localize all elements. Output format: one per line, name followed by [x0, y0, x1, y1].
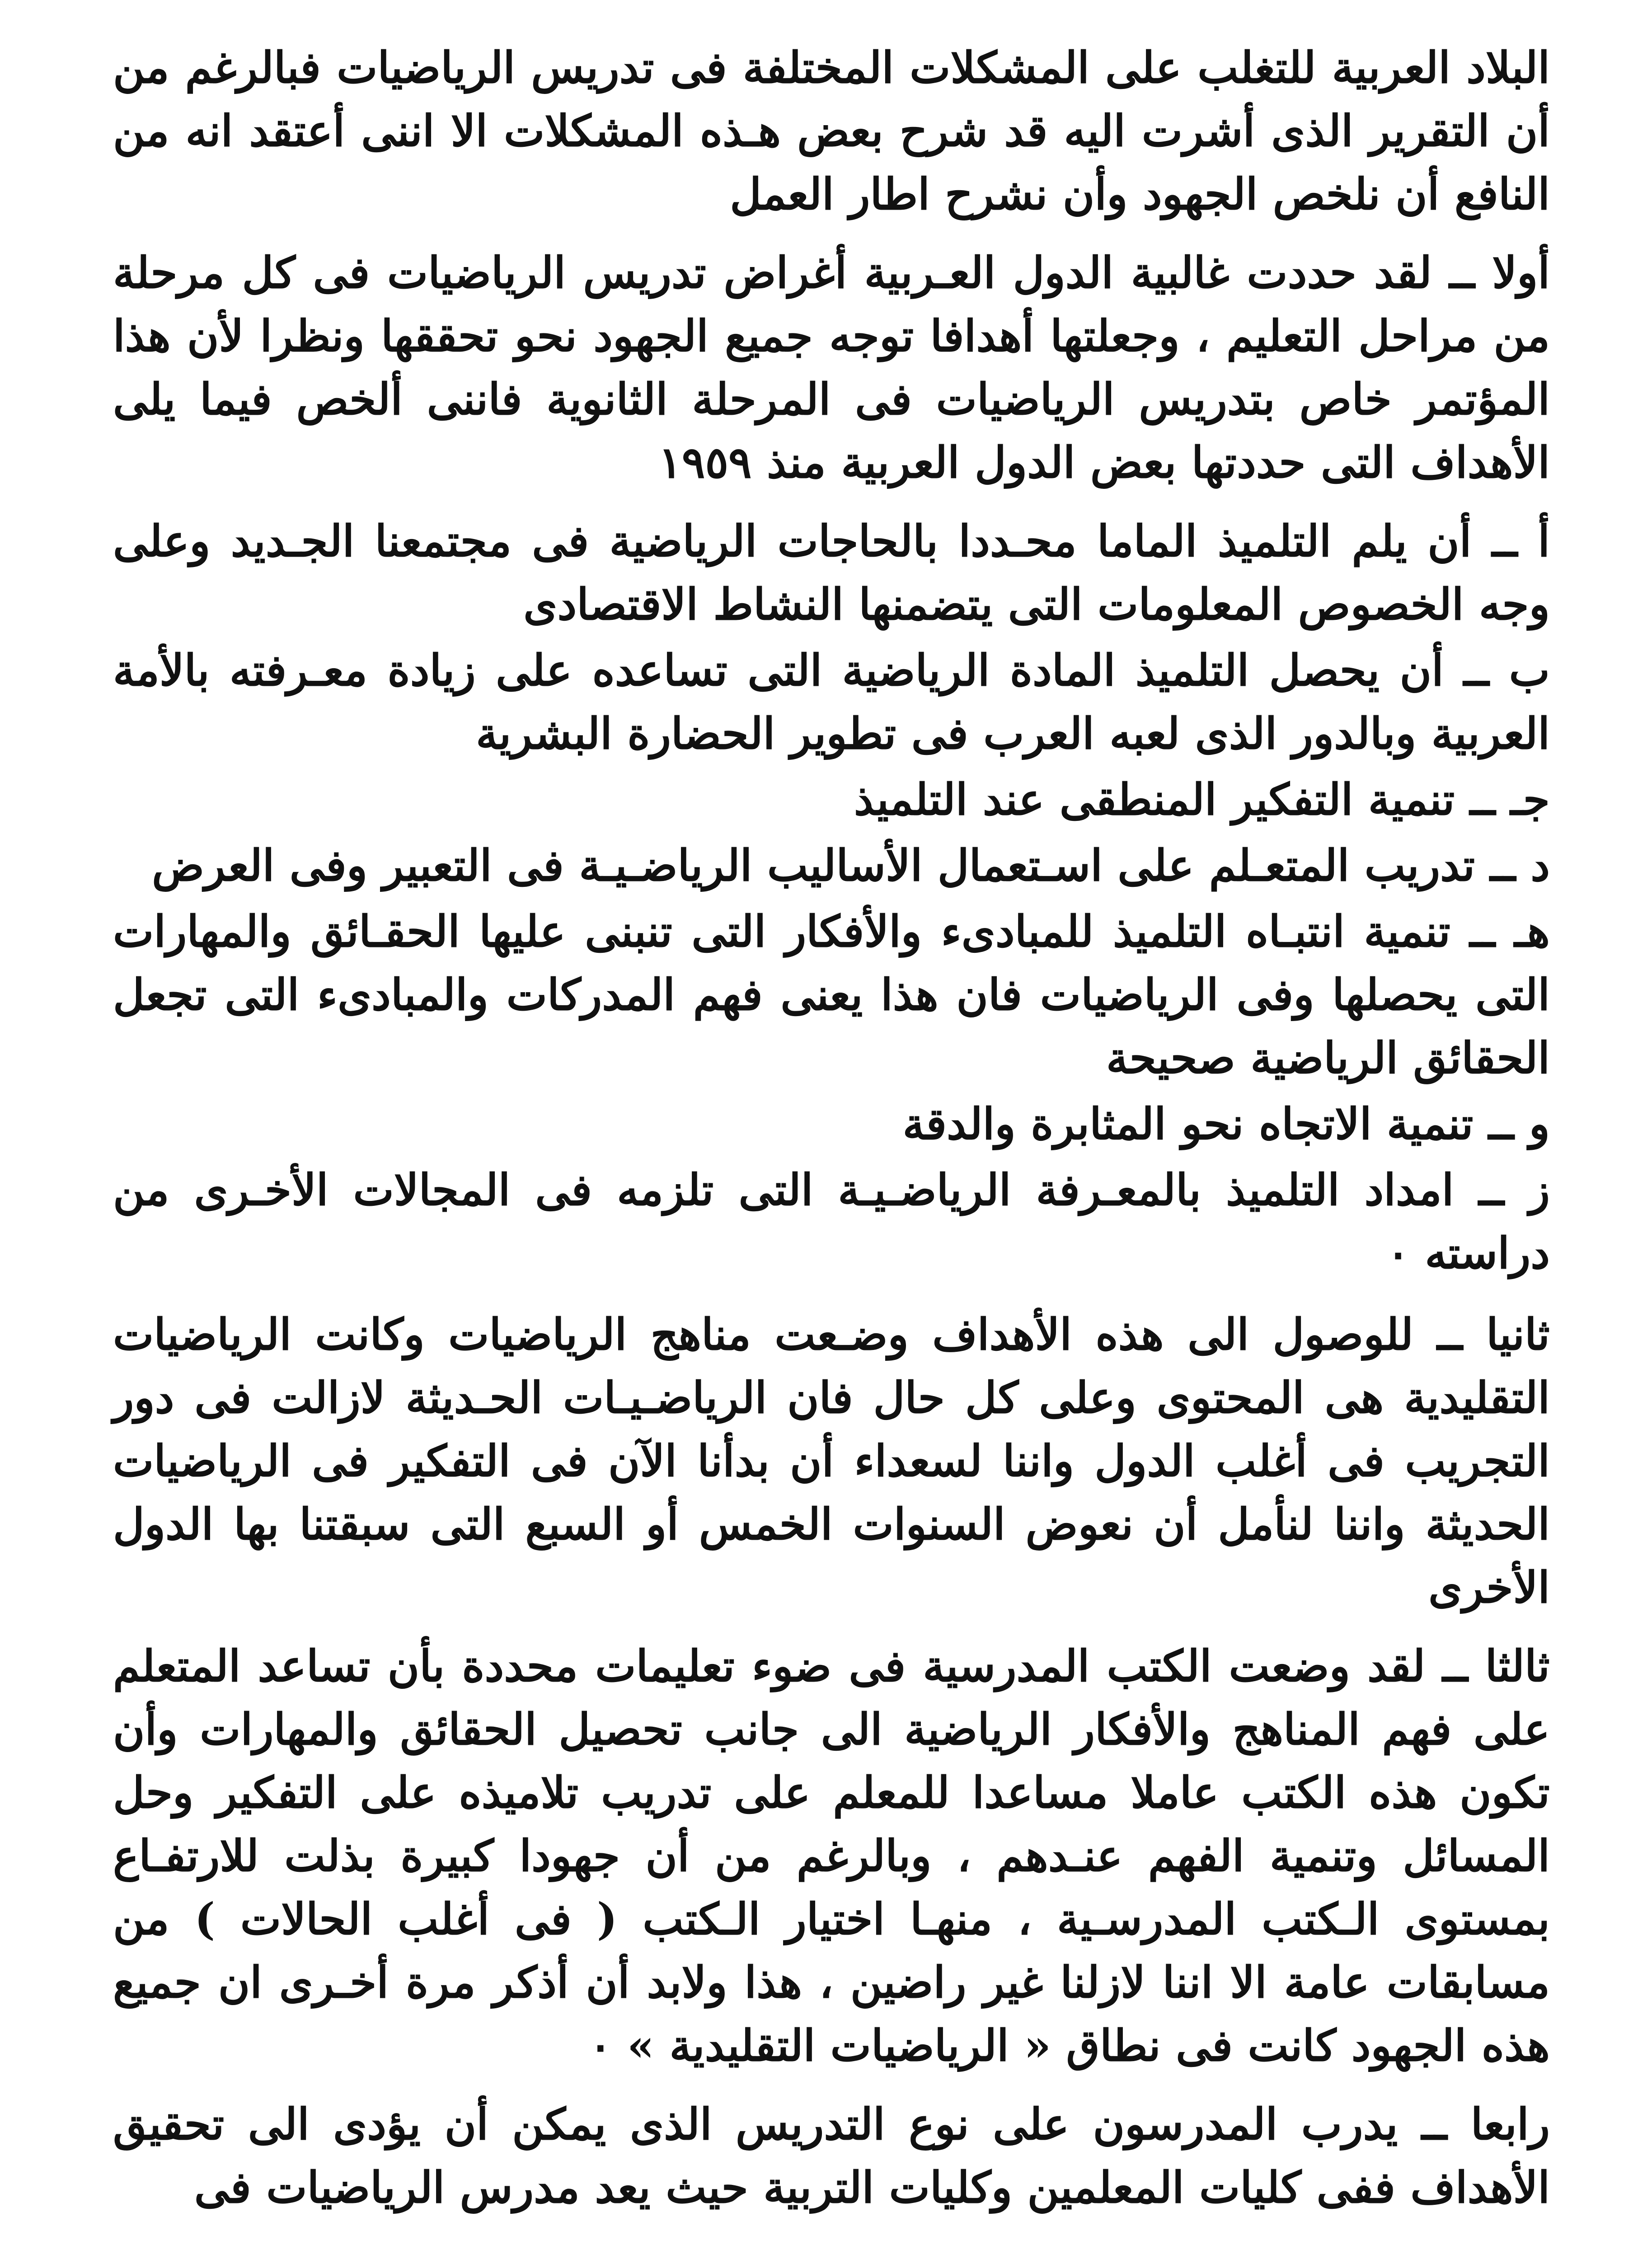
- document-body: [113, 36, 1550, 2235]
- paragraph-second: ثانيا ــ للوصول الى هذه الأهداف وضـعت مناهج الرياضيات وكانت الرياضيات التقليدية هى المحتوى وعلى كل حال فان الرياضـيـات الحـديثة لازالت فى دور التجريب فى أغلب الدول واننا لسعداء أن بدأنا الآن فى التفكير فى الرياضيات الحديثة واننا لنأمل أن نعوض السنوات الخمس أو السبع التى سبقتنا بها الدول الأخرى: [113, 1309, 1550, 1613]
- paragraph-intro: البلاد العربية للتغلب على المشكلات المختلفة فى تدريس الرياضيات فبالرغم من أن التقرير الذى أشرت اليه قد شرح بعض هـذه المشكلات الا اننى أعتقد انه من النافع أن نلخص الجهود وأن نشرح اطار العمل: [113, 42, 1550, 220]
- list-item-b: ب ــ أن يحصل التلميذ المادة الرياضية التى تساعده على زيادة معـرفته بالأمة العربية وبالدور الذى لعبه العرب فى تطوير الحضارة البشرية: [113, 645, 1550, 759]
- paragraph-fourth: رابعا ــ يدرب المدرسون على نوع التدريس الذى يمكن أن يؤدى الى تحقيق الأهداف ففى كليات المعلمين وكليات التربية حيث يعد مدرس الرياضيات فى: [113, 2099, 1550, 2213]
- paragraph-third: ثالثا ــ لقد وضعت الكتب المدرسية فى ضوء تعليمات محددة بأن تساعد المتعلم على فهم المناهج والأفكار الرياضية الى جانب تحصيل الحقائق والمهارات وأن تكون هذه الكتب عاملا مساعدا للمعلم على تدريب تلاميذه على التفكير وحل المسائل وتنمية الفهم عنـدهم ، وبالرغم من أن جهودا كبيرة بذلت للارتفـاع بمستوى الـكتب المدرسـية ، منهـا اختيار الـكتب ( فى أغلب الحالات ) من مسابقات عامة الا اننا لازلنا غير راضين ، هذا ولابد أن أذكر مرة أخـرى ان جميع هذه الجهود كانت فى نطاق « الرياضيات التقليدية » ٠: [113, 1640, 1550, 2071]
- list-item-a: أ ــ أن يلم التلميذ الماما محـددا بالحاجات الرياضية فى مجتمعنا الجـديد وعلى وجه الخصوص المعلومات التى يتضمنها النشاط الاقتصادى: [113, 516, 1550, 630]
- list-item-z: ز ــ امداد التلميذ بالمعـرفة الرياضـيـة التى تلزمه فى المجالات الأخـرى من دراسته ٠: [113, 1164, 1550, 1279]
- list-item-c: جـ ــ تنمية التفكير المنطقى عند التلميذ: [854, 774, 1550, 825]
- paragraph-first: أولا ــ لقد حددت غالبية الدول العـربية أغراض تدريس الرياضيات فى كل مرحلة من مراحل التعليم ، وجعلتها أهدافا توجه جميع الجهود نحو تحققها ونظرا لأن هذا المؤتمر خاص بتدريس الرياضيات فى المرحلة الثانوية فاننى ألخص فيما يلى الأهداف التى حددتها بعض الدول العربية منذ ١٩٥٩: [113, 247, 1550, 488]
- list-item-h: هـ ــ تنمية انتبـاه التلميذ للمبادىء والأفكار التى تنبنى عليها الحقـائق والمهارات التى يحصلها وفى الرياضيات فان هذا يعنى فهم المدركات والمبادىء التى تجعل الحقائق الرياضية صحيحة: [113, 906, 1550, 1083]
- list-item-w: و ــ تنمية الاتجاه نحو المثابرة والدقة: [902, 1098, 1550, 1149]
- list-item-d: د ــ تدريب المتعـلم على اسـتعمال الأساليب الرياضـيـة فى التعبير وفى العرض: [152, 840, 1550, 891]
